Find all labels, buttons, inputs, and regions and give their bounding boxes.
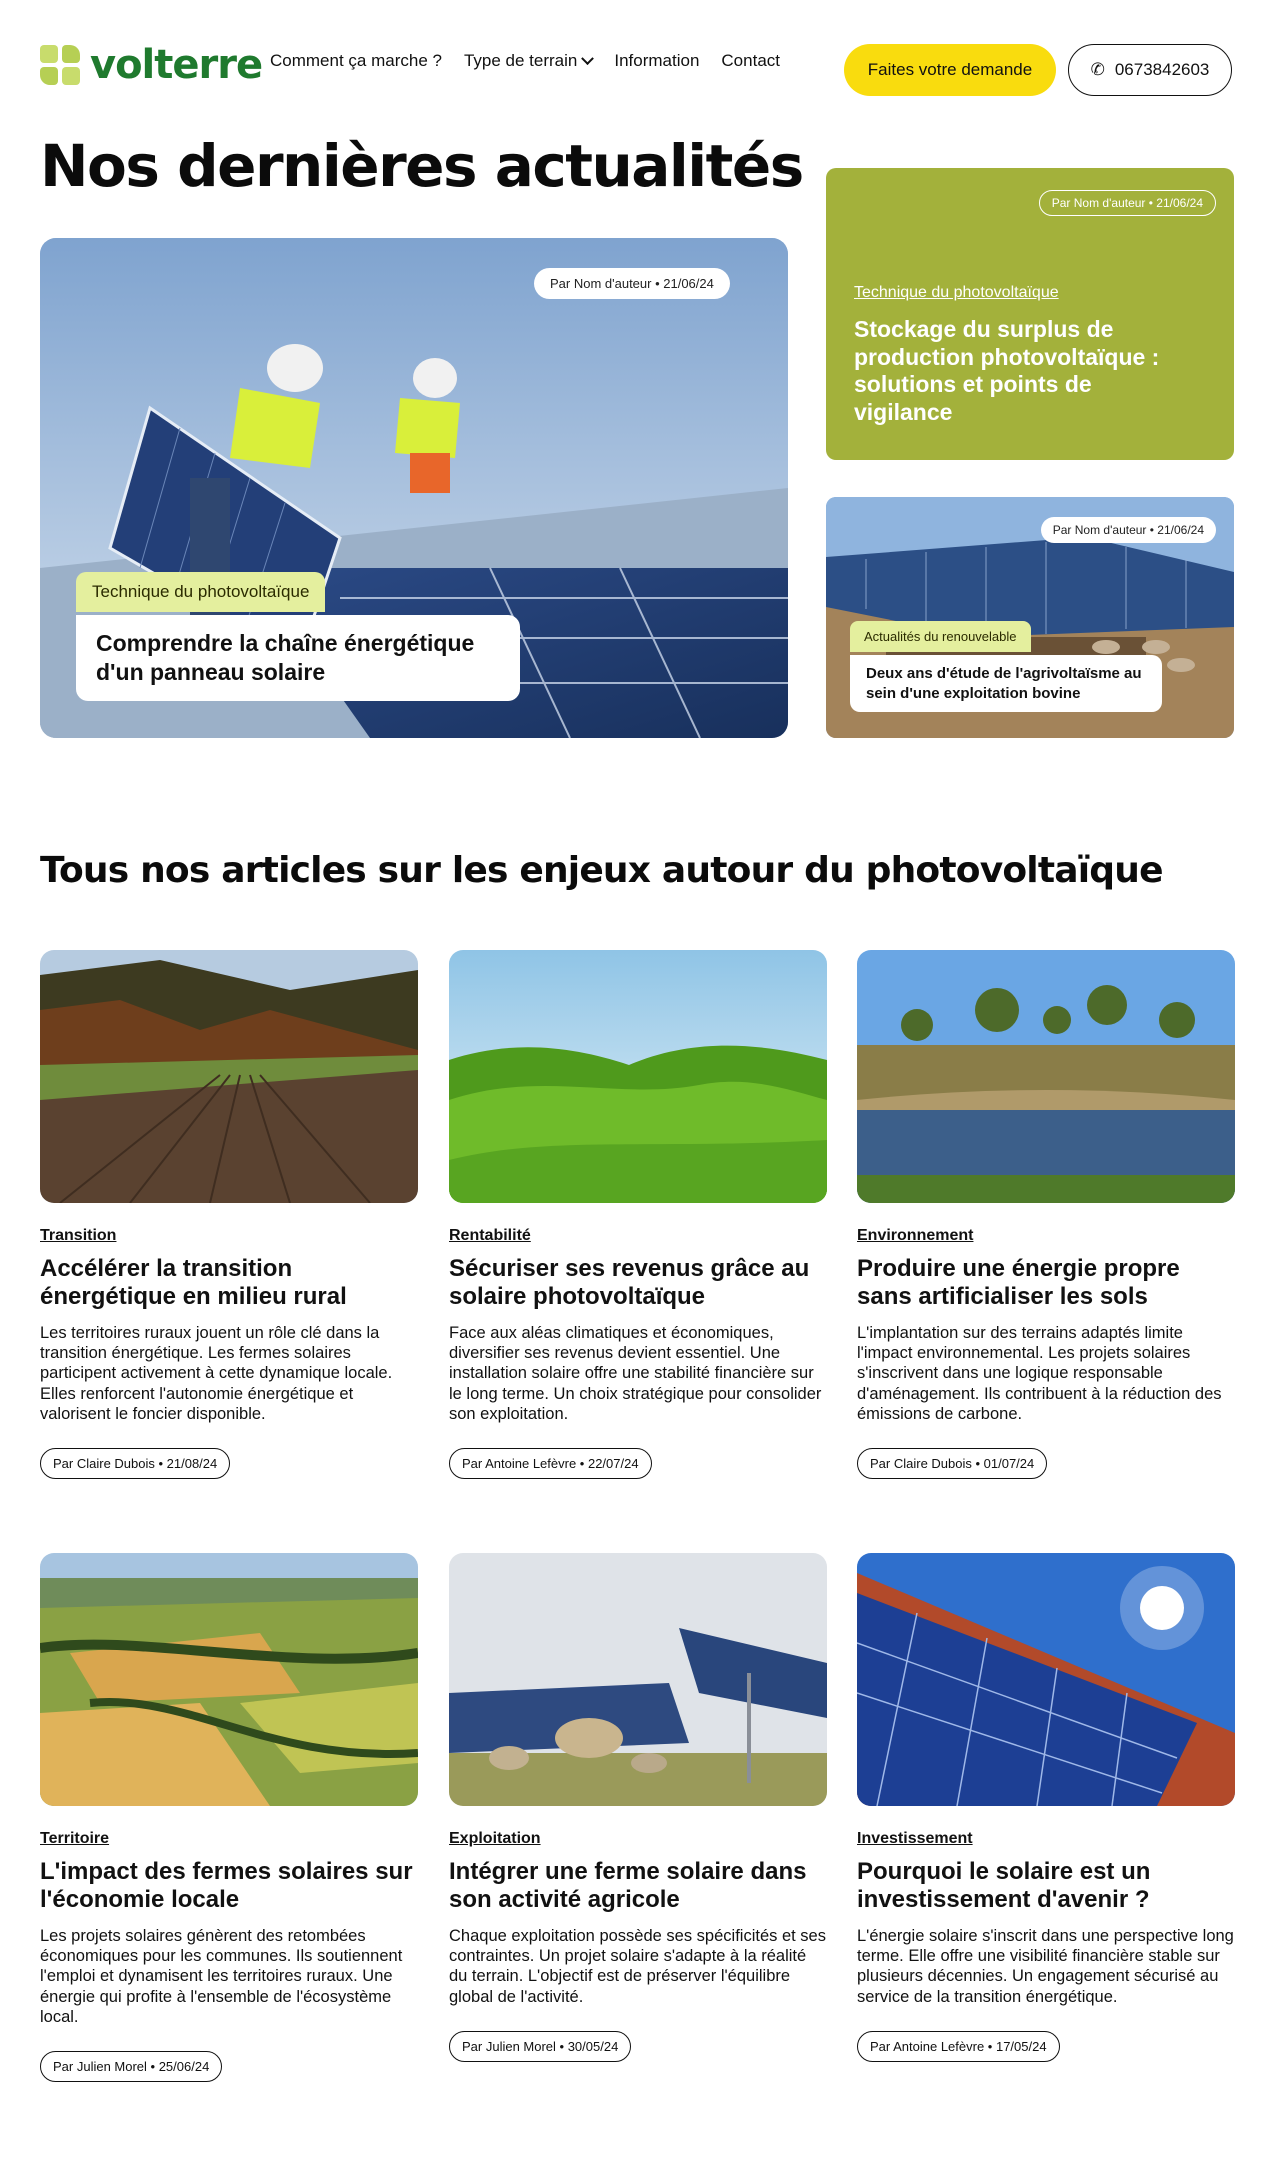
article-card[interactable] <box>857 950 1235 1479</box>
nav-item-terrain-type[interactable] <box>464 51 592 71</box>
article-card[interactable] <box>40 950 418 1479</box>
article-excerpt: L'énergie solaire s'inscrit dans une perspective long terme. Elle offre une visibilité financière stable sur plusieurs décennies. Un engagement sécurisé au service de la transition énergétique. <box>857 1927 1234 2006</box>
author-date-badge: Par Julien Morel • 25/06/24 <box>40 2051 222 2082</box>
author-date-badge: Par Nom d'auteur • 21/06/24 <box>534 268 730 299</box>
main-nav <box>270 51 780 71</box>
pond-trees-image <box>857 950 1235 1203</box>
author-date-badge: Par Antoine Lefèvre • 22/07/24 <box>449 1448 652 1479</box>
phone-button[interactable] <box>1068 44 1232 96</box>
article-card[interactable] <box>449 950 827 1479</box>
nav-item-terrain-type-label: Type de terrain <box>463 51 578 70</box>
article-title[interactable]: Accélérer la transition énergétique en milieu rural <box>40 1255 347 1311</box>
featured-article-main[interactable] <box>40 238 788 738</box>
logo[interactable] <box>40 42 262 88</box>
roof-solar-image <box>857 1553 1235 1806</box>
article-title[interactable]: Deux ans d'étude de l'agrivoltaïsme au sein d'une exploitation bovine <box>850 655 1162 712</box>
article-title[interactable]: Intégrer une ferme solaire dans son activité agricole <box>449 1858 807 1914</box>
featured-article-green[interactable] <box>826 168 1234 460</box>
nav-item-information[interactable]: Information <box>614 51 700 70</box>
article-card[interactable] <box>40 1553 418 2082</box>
author-date-badge: Par Nom d'auteur • 21/06/24 <box>1039 190 1216 216</box>
category-link[interactable]: Territoire <box>40 1830 110 1847</box>
sheep-solar-image <box>449 1553 827 1806</box>
article-title[interactable]: Stockage du surplus de production photovoltaïque : solutions et points de vigilance <box>854 316 1160 425</box>
phone-icon: ✆ <box>1090 60 1105 79</box>
article-title[interactable]: Pourquoi le solaire est un investissement d'avenir ? <box>857 1858 1151 1914</box>
plowed-field-image <box>40 950 418 1203</box>
site-header <box>0 0 1280 140</box>
article-title[interactable]: Sécuriser ses revenus grâce au solaire photovoltaïque <box>449 1255 810 1311</box>
request-button[interactable]: Faites votre demande <box>844 44 1056 96</box>
category-tag[interactable]: Actualités du renouvelable <box>850 621 1031 652</box>
phone-number: 0673842603 <box>1114 60 1210 79</box>
featured-article-small[interactable] <box>826 497 1234 738</box>
category-link[interactable]: Environnement <box>857 1227 974 1244</box>
author-date-badge: Par Julien Morel • 30/05/24 <box>449 2031 631 2062</box>
category-link[interactable]: Exploitation <box>449 1830 541 1847</box>
logo-text: volterre <box>90 42 263 88</box>
category-link[interactable]: Technique du photovoltaïque <box>854 284 1059 301</box>
category-link[interactable]: Transition <box>40 1227 117 1244</box>
article-excerpt: Les projets solaires génèrent des retombées économiques pour les communes. Ils soutiennent l'emploi et dynamisent les territoires ruraux. Une énergie qui profite à l'ensemble de l'écosystème local. <box>40 1927 403 2026</box>
article-excerpt: Les territoires ruraux jouent un rôle clé dans la transition énergétique. Les fermes solaires participent activement à cette dynamique locale. Elles renforcent l'autonomie énergétique et valorisent le foncier disponible. <box>40 1324 393 1423</box>
article-excerpt: Face aux aléas climatiques et économiques, diversifier ses revenus devient essentiel. Une installation solaire offre une stabilité financière sur le long terme. Un choix stratégique pour consolider son exploitation. <box>449 1324 822 1423</box>
section-title: Tous nos articles sur les enjeux autour du photovoltaïque <box>40 850 1163 891</box>
nav-item-how-it-works[interactable]: Comment ça marche ? <box>270 51 442 70</box>
aerial-fields-image <box>40 1553 418 1806</box>
article-title[interactable]: Produire une énergie propre sans artificialiser les sols <box>857 1255 1180 1311</box>
article-card[interactable] <box>857 1553 1235 2062</box>
page-title: Nos dernières actualités <box>40 132 803 200</box>
article-excerpt: Chaque exploitation possède ses spécificités et ses contraintes. Un projet solaire s'adapte à la réalité du terrain. L'objectif est de préserver l'équilibre global de l'activité. <box>449 1927 826 2006</box>
category-tag[interactable]: Technique du photovoltaïque <box>76 572 325 612</box>
nav-item-contact[interactable]: Contact <box>721 51 780 70</box>
article-card[interactable] <box>449 1553 827 2062</box>
article-excerpt: L'implantation sur des terrains adaptés limite l'impact environnemental. Les projets solaires s'inscrivent dans une logique responsable d'aménagement. Ils contribuent à la réduction des émissions de carbone. <box>857 1324 1222 1423</box>
author-date-badge: Par Claire Dubois • 21/08/24 <box>40 1448 230 1479</box>
article-title[interactable]: Comprendre la chaîne énergétique d'un panneau solaire <box>76 615 520 701</box>
author-date-badge: Par Claire Dubois • 01/07/24 <box>857 1448 1047 1479</box>
author-date-badge: Par Antoine Lefèvre • 17/05/24 <box>857 2031 1060 2062</box>
article-title[interactable]: L'impact des fermes solaires sur l'économie locale <box>40 1858 413 1914</box>
category-link[interactable]: Investissement <box>857 1830 973 1847</box>
logo-mark-icon <box>40 45 80 85</box>
category-link[interactable]: Rentabilité <box>449 1227 531 1244</box>
author-date-badge: Par Nom d'auteur • 21/06/24 <box>1041 517 1216 543</box>
green-hills-image <box>449 950 827 1203</box>
chevron-down-icon <box>581 52 594 65</box>
